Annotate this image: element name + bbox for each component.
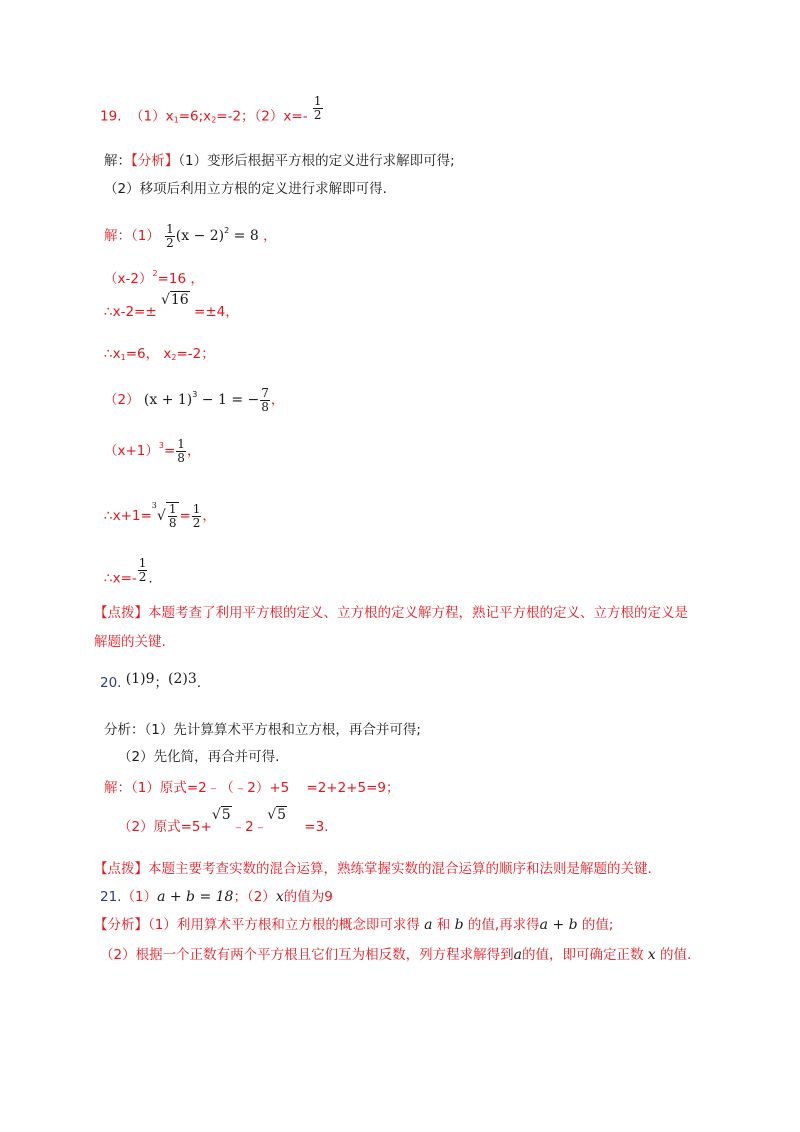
- square-root-icon: √5: [267, 807, 287, 823]
- q19-analysis-label: 解：: [104, 153, 131, 169]
- q19-answer-prefix: 19. （1）x: [100, 108, 174, 125]
- q20-end: .: [196, 675, 202, 691]
- q19-x2-eq: =-2；（2）x=-: [216, 108, 308, 125]
- q21-ans-x: x: [275, 889, 284, 905]
- q19-step7-radicand-fraction: [168, 503, 178, 530]
- q19-step8-a: ∴x=-: [104, 570, 137, 587]
- denominator: 2: [313, 108, 322, 122]
- sub: 1: [120, 353, 126, 362]
- numerator: 1: [177, 436, 185, 451]
- q19-step-3: [104, 292, 239, 321]
- denominator: 2: [192, 515, 201, 530]
- q21-var-a2: a: [513, 947, 522, 963]
- q20-number: 20.: [100, 675, 122, 691]
- q19-part2-label: （2）: [104, 392, 140, 408]
- q21-answer: [100, 888, 333, 906]
- numerator: 1: [168, 501, 177, 516]
- q19-analysis-line-1: [104, 152, 455, 170]
- numerator: 1: [166, 221, 174, 236]
- q21-number: 21.: [100, 889, 122, 905]
- denominator: 2: [138, 570, 147, 584]
- q21-ans-expr: a + b = 18: [157, 889, 234, 905]
- q19-part-2: [104, 386, 284, 414]
- q21-analysis-line-1: [94, 916, 613, 934]
- q19-step6-b: =: [163, 443, 176, 459]
- q19-tip-text-1: 本题考查了利用平方根的定义、立方根的定义解方程，熟记平方根的定义、立方根的定义是: [148, 605, 688, 621]
- square-root-icon: √16: [160, 292, 189, 308]
- q19-answer: [100, 94, 324, 130]
- q20-answer: [100, 671, 202, 692]
- sup: 2: [224, 226, 230, 235]
- q21-analysis-line-2: [100, 946, 691, 964]
- q21-and: 和: [436, 917, 451, 933]
- period: .: [148, 570, 153, 587]
- q20-sol2-a: （2）原式=5+: [118, 819, 212, 835]
- q19-sol1-expr: (x − 2): [175, 228, 225, 244]
- radicand: 5: [277, 807, 287, 823]
- comma: ，: [186, 443, 201, 459]
- q19-sol1-fraction: [165, 223, 175, 250]
- q21-analysis-bracket: 【分析】: [94, 917, 148, 933]
- q19-step8-fraction: [138, 557, 148, 584]
- q21-analysis-1c: 的值;: [581, 917, 614, 933]
- sup: 3: [158, 441, 164, 450]
- q20-sol2-b: ﹣2﹣: [231, 819, 268, 835]
- q20-solution-1-text: 解：（1）原式=2﹣（﹣2）+5 =2+2+5=9；: [104, 780, 400, 796]
- q19-step2-b: =16 ，: [157, 271, 204, 287]
- q19-step-7: [104, 497, 216, 530]
- q19-step6-a: （x+1）: [104, 443, 159, 459]
- q20-analysis-line-2: （2）先化简，再合并可得.: [118, 749, 280, 765]
- q20-tip-bracket: 【点拨】: [94, 861, 148, 877]
- denominator: 8: [168, 515, 177, 530]
- q20-analysis-text-1: （1）先计算算术平方根和立方根，再合并可得;: [144, 722, 421, 738]
- comma: ，: [202, 508, 216, 524]
- q21-var-a: a: [424, 917, 433, 933]
- sup: 2: [152, 269, 158, 278]
- q19-step-8: [104, 556, 153, 592]
- q19-step7-b: =: [179, 508, 191, 524]
- q19-part2-expr: (x + 1): [143, 392, 193, 408]
- cube-root-icon: $^3$√ $\frac{1}{8}$: [152, 497, 180, 530]
- q20-tip-text: 本题主要考查实数的混合运算，熟练掌握实数的混合运算的顺序和法则是解题的关键.: [148, 861, 652, 877]
- q19-tip-line-2: 解题的关键.: [94, 634, 166, 650]
- q19-solution-1: [104, 222, 277, 250]
- q19-analysis-text-1: （1）变形后根据平方根的定义进行求解即可得;: [178, 153, 455, 169]
- q21-ans-a: （1）: [121, 889, 158, 905]
- radicand: 5: [221, 807, 231, 823]
- q20-solution-2: [118, 807, 329, 836]
- q20-solution-1: [104, 779, 400, 797]
- q20-tip: [94, 860, 652, 878]
- q21-analysis-1b: 的值,再求得: [467, 917, 540, 933]
- q21-ans-b: ；（2）: [233, 889, 276, 905]
- q19-tip-bracket: 【点拨】: [94, 605, 148, 621]
- sup: 3: [192, 390, 198, 399]
- q19-x1-eq: =6;x: [178, 108, 212, 125]
- q20-answer-1: (1)9: [125, 671, 155, 687]
- q19-analysis-line-2: （2）移项后利用立方根的定义进行求解即可得.: [104, 181, 387, 197]
- q19-step-6: [104, 437, 200, 465]
- sub: 2: [211, 115, 217, 125]
- q19-step2-a: （x-2）: [104, 271, 153, 287]
- q21-ans-c: 的值为9: [283, 889, 333, 905]
- q19-tip-line-1: [94, 604, 688, 622]
- q21-analysis-2c: 的值.: [659, 947, 692, 963]
- q19-step3-b: =±4，: [194, 304, 239, 320]
- q19-step4-b: =6， x: [125, 346, 172, 362]
- comma: ，: [270, 392, 285, 408]
- q19-analysis-bracket: 【分析】: [131, 153, 179, 169]
- root-index: 3: [151, 501, 157, 510]
- q19-answer-fraction: [313, 95, 323, 122]
- q20-sep: ；: [154, 675, 169, 691]
- q19-part2-mid: − 1 = −: [197, 392, 260, 408]
- numerator: 1: [138, 556, 147, 570]
- q20-analysis-label: 分析：: [104, 722, 145, 738]
- q21-analysis-2b: 的值，即可确定正数: [521, 947, 644, 963]
- denominator: 8: [261, 399, 269, 414]
- q21-expr-ab: a + b: [539, 917, 578, 933]
- denominator: 8: [177, 450, 185, 465]
- q20-sol2-c: =3.: [287, 819, 329, 835]
- q19-step3-a: ∴x-2=±: [104, 304, 157, 320]
- q21-var-x: x: [647, 947, 656, 963]
- q19-step-4: [104, 345, 215, 367]
- q20-answer-2: (2)3: [168, 671, 197, 687]
- sub: 1: [173, 115, 179, 125]
- q19-step4-a: ∴x: [104, 346, 121, 362]
- square-root-icon: √5: [211, 807, 231, 823]
- comma: ，: [263, 228, 277, 244]
- q19-step7-a: ∴x+1=: [104, 508, 152, 524]
- numerator: 1: [192, 501, 201, 516]
- radicand: 16: [170, 292, 189, 308]
- q21-analysis-1a: （1）利用算术平方根和立方根的概念即可求得: [148, 917, 420, 933]
- q20-analysis-line-1: [104, 721, 421, 739]
- denominator: 2: [166, 235, 174, 250]
- q19-step4-c: =-2；: [176, 346, 215, 362]
- q19-solution-label: 解：（1）: [104, 228, 160, 244]
- numerator: 1: [313, 94, 322, 108]
- q21-analysis-2a: （2）根据一个正数有两个平方根且它们互为相反数，列方程求解得到: [100, 947, 514, 963]
- numerator: 7: [261, 385, 269, 400]
- q19-step-2: [104, 265, 204, 288]
- q21-var-b: b: [454, 917, 464, 933]
- q19-step7-fraction: [192, 503, 202, 530]
- q19-part2-fraction: [260, 387, 270, 414]
- q19-step6-fraction: [176, 438, 186, 465]
- q19-sol1-rhs: = 8: [229, 228, 259, 244]
- sub: 2: [171, 353, 177, 362]
